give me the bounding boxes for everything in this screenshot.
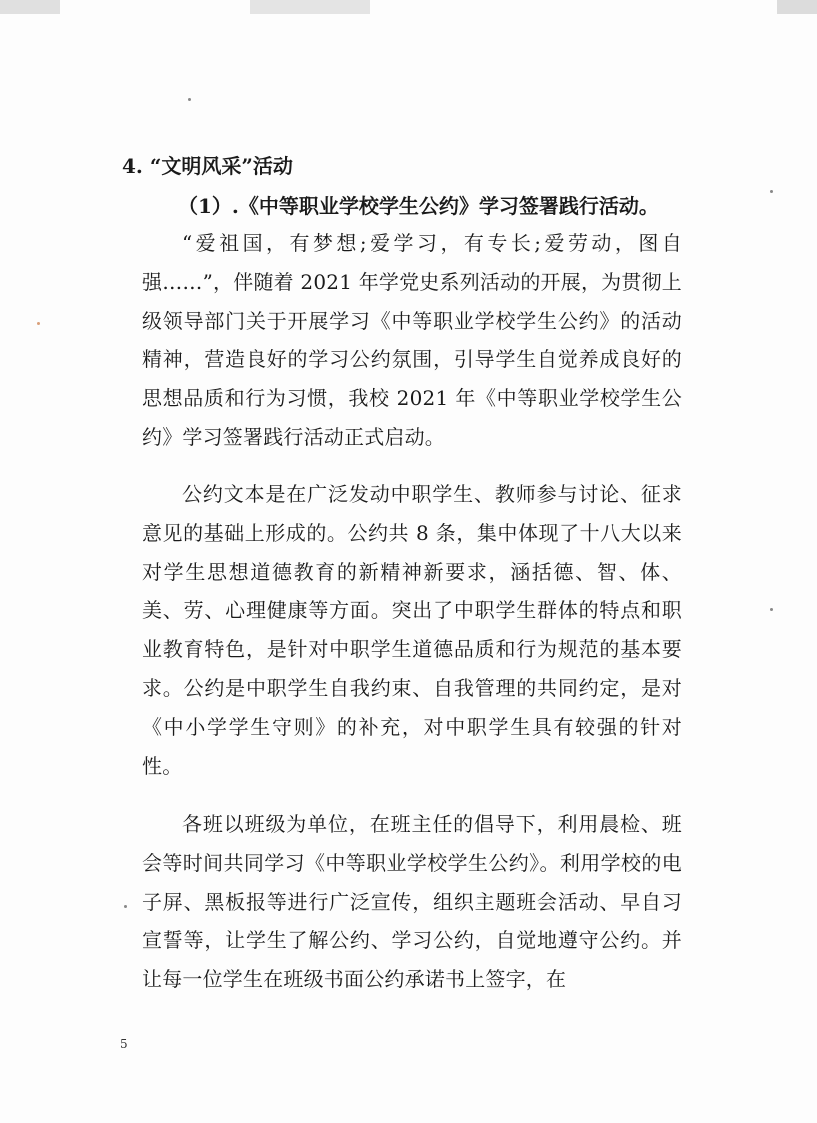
scan-speck — [770, 190, 773, 193]
scan-edge-mid — [250, 0, 370, 14]
paragraph-1: “爱祖国，有梦想;爱学习，有专长;爱劳动，图自强……”，伴随着 2021 年学党史系列活动的开展，为贯彻上级领导部门关于开展学习《中等职业学校学生公约》的活动精神，营造良好的学习公约氛围，引导学生自觉养成良好的思想品质和行为习惯，我校 2021 年《中等职业学校学生公约》学习签署践行活动正式启动。 — [142, 231, 682, 449]
sub-heading: （1）.《中等职业学校学生公约》学习签署践行活动。 — [178, 194, 659, 218]
section-heading: 4. “文明风采”活动 — [122, 154, 293, 178]
page-number: 5 — [120, 1037, 128, 1051]
scan-speck — [37, 322, 40, 325]
scan-speck — [124, 905, 127, 908]
scan-edge-left — [0, 0, 60, 14]
paragraph-3: 各班以班级为单位，在班主任的倡导下，利用晨检、班会等时间共同学习《中等职业学校学生公约》。利用学校的电子屏、黑板报等进行广泛宣传，组织主题班会活动、早自习宣誓等，让学生了解公约、学习公约，自觉地遵守公约。并让每一位学生在班级书面公约承诺书上签字，在 — [142, 812, 682, 992]
scan-speck — [188, 98, 191, 101]
scan-edge-right — [777, 0, 817, 14]
paragraph-2: 公约文本是在广泛发动中职学生、教师参与讨论、征求意见的基础上形成的。公约共 8 条，集中体现了十八大以来对学生思想道德教育的新精神新要求，涵括德、智、体、美、劳、心理健康等方面。突出了中职学生群体的特点和职业教育特色，是针对中职学生道德品质和行为规范的基本要求。公约是中职学生自我约束、自我管理的共同约定，是对《中小学学生守则》的补充，对中职学生具有较强的针对性。 — [142, 482, 682, 778]
scan-speck — [770, 608, 773, 611]
